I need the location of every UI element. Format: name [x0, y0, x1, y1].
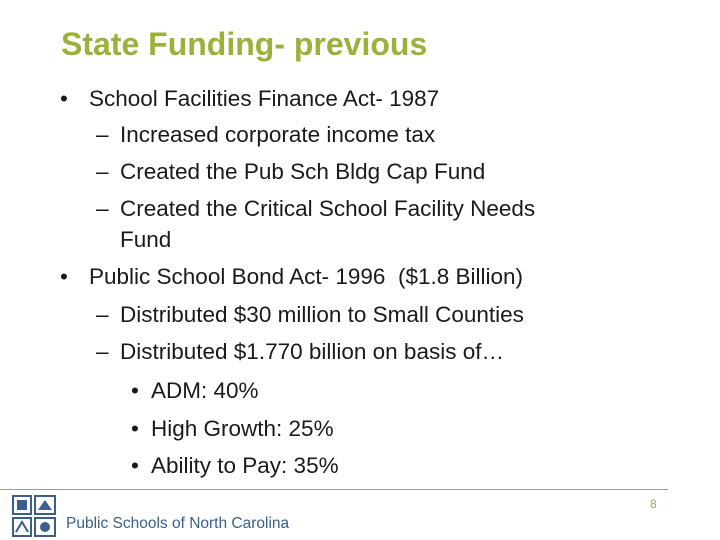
bullet-text: ADM: 40% [151, 378, 259, 403]
bullet-text: Created the Pub Sch Bldg Cap Fund [120, 159, 486, 184]
bullet-text: Ability to Pay: 35% [151, 453, 339, 478]
bullet-text: Fund [120, 227, 172, 252]
nc-schools-logo-icon [12, 494, 58, 538]
bullet-marker: – [96, 159, 109, 184]
slide-title: State Funding- previous [61, 26, 428, 62]
bullet-marker: – [96, 302, 109, 327]
bullet-marker: • [131, 453, 139, 478]
bullet-marker: • [60, 86, 68, 111]
bullet-marker: • [131, 416, 139, 441]
bullet-text: Created the Critical School Facility Needs [120, 196, 536, 221]
bullet-marker: • [131, 378, 139, 403]
bullet-marker: • [60, 264, 68, 289]
bullet-text: Public School Bond Act- 1996 ($1.8 Billion) [89, 264, 524, 289]
bullet-marker: – [96, 122, 109, 147]
bullet-text: Distributed $1.770 billion on basis of… [120, 339, 504, 364]
page-number: 8 [650, 497, 657, 511]
bullet-text: Increased corporate income tax [120, 122, 436, 147]
bullet-text: High Growth: 25% [151, 416, 334, 441]
bullet-marker: – [96, 196, 109, 221]
footer-divider [0, 489, 668, 490]
bullet-marker: – [96, 339, 109, 364]
organization-name: Public Schools of North Carolina [66, 515, 290, 532]
bullet-text: School Facilities Finance Act- 1987 [89, 86, 440, 111]
bullet-text: Distributed $30 million to Small Counties [120, 302, 524, 327]
